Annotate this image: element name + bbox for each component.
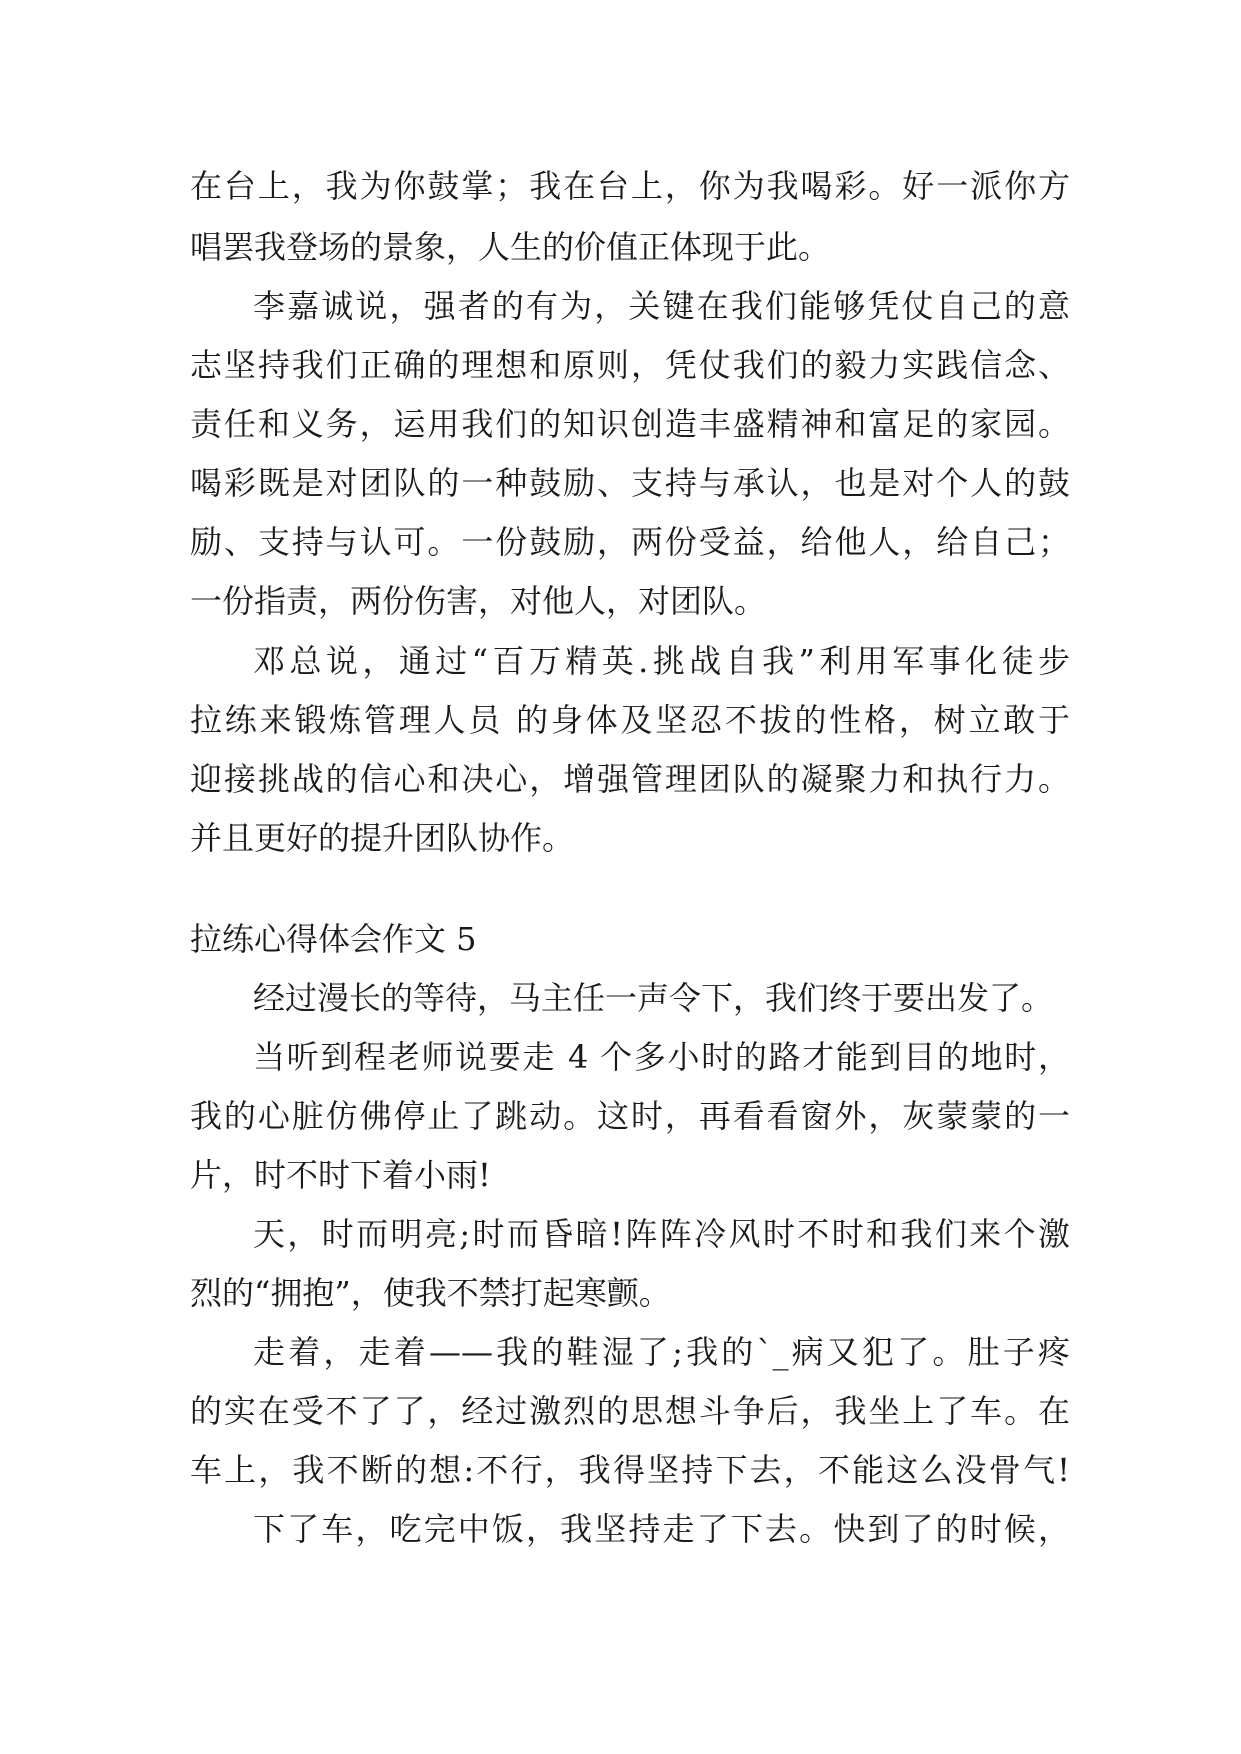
paragraph-line: 片，时不时下着小雨!: [190, 1156, 491, 1194]
paragraph-line: 一份指责，两份伤害，对他人，对团队。: [190, 582, 767, 620]
paragraph-line: 志坚持我们正确的理想和原则，凭仗我们的毅力实践信念、: [190, 346, 1070, 384]
paragraph-line: 邓总说，通过“百万精英.挑战自我”利用军事化徒步: [253, 642, 1070, 680]
paragraph-line: 励、支持与认可。一份鼓励，两份受益，给他人，给自己；: [190, 523, 1070, 561]
paragraph-line: 责任和义务，运用我们的知识创造丰盛精神和富足的家园。: [190, 405, 1070, 443]
paragraph-line: 车上，我不断的想:不行，我得坚持下去，不能这么没骨气!: [190, 1451, 1070, 1489]
paragraph-line: 走着，走着——我的鞋湿了;我的`_病又犯了。肚子疼: [253, 1333, 1070, 1371]
paragraph-line: 喝彩既是对团队的一种鼓励、支持与承认，也是对个人的鼓: [190, 464, 1070, 502]
paragraph-line: 经过漫长的等待，马主任一声令下，我们终于要出发了。: [253, 979, 1054, 1017]
paragraph-line: 天，时而明亮;时而昏暗!阵阵冷风时不时和我们来个激: [253, 1215, 1070, 1253]
paragraph-line: 李嘉诚说，强者的有为，关键在我们能够凭仗自己的意: [253, 287, 1070, 325]
paragraph-line: 烈的“拥抱”，使我不禁打起寒颤。: [190, 1274, 671, 1312]
paragraph-line: 在台上，我为你鼓掌；我在台上，你为我喝彩。好一派你方: [190, 167, 1070, 205]
paragraph-line: 的实在受不了了，经过激烈的思想斗争后，我坐上了车。在: [190, 1392, 1070, 1430]
paragraph-line: 拉练来锻炼管理人员 的身体及坚忍不拔的性格，树立敢于: [190, 701, 1070, 739]
paragraph-line: 迎接挑战的信心和决心，增强管理团队的凝聚力和执行力。: [190, 760, 1070, 798]
paragraph-line: 唱罢我登场的景象，人生的价值正体现于此。: [190, 228, 831, 266]
paragraph-line: 我的心脏仿佛停止了跳动。这时，再看看窗外，灰蒙蒙的一: [190, 1097, 1070, 1135]
section-heading: 拉练心得体会作文 5: [190, 920, 477, 958]
paragraph-line: 并且更好的提升团队协作。: [190, 819, 575, 857]
paragraph-line: 当听到程老师说要走 4 个多小时的路才能到目的地时，: [253, 1038, 1070, 1076]
paragraph-line: 下了车，吃完中饭，我坚持走了下去。快到了的时候，: [253, 1510, 1070, 1548]
